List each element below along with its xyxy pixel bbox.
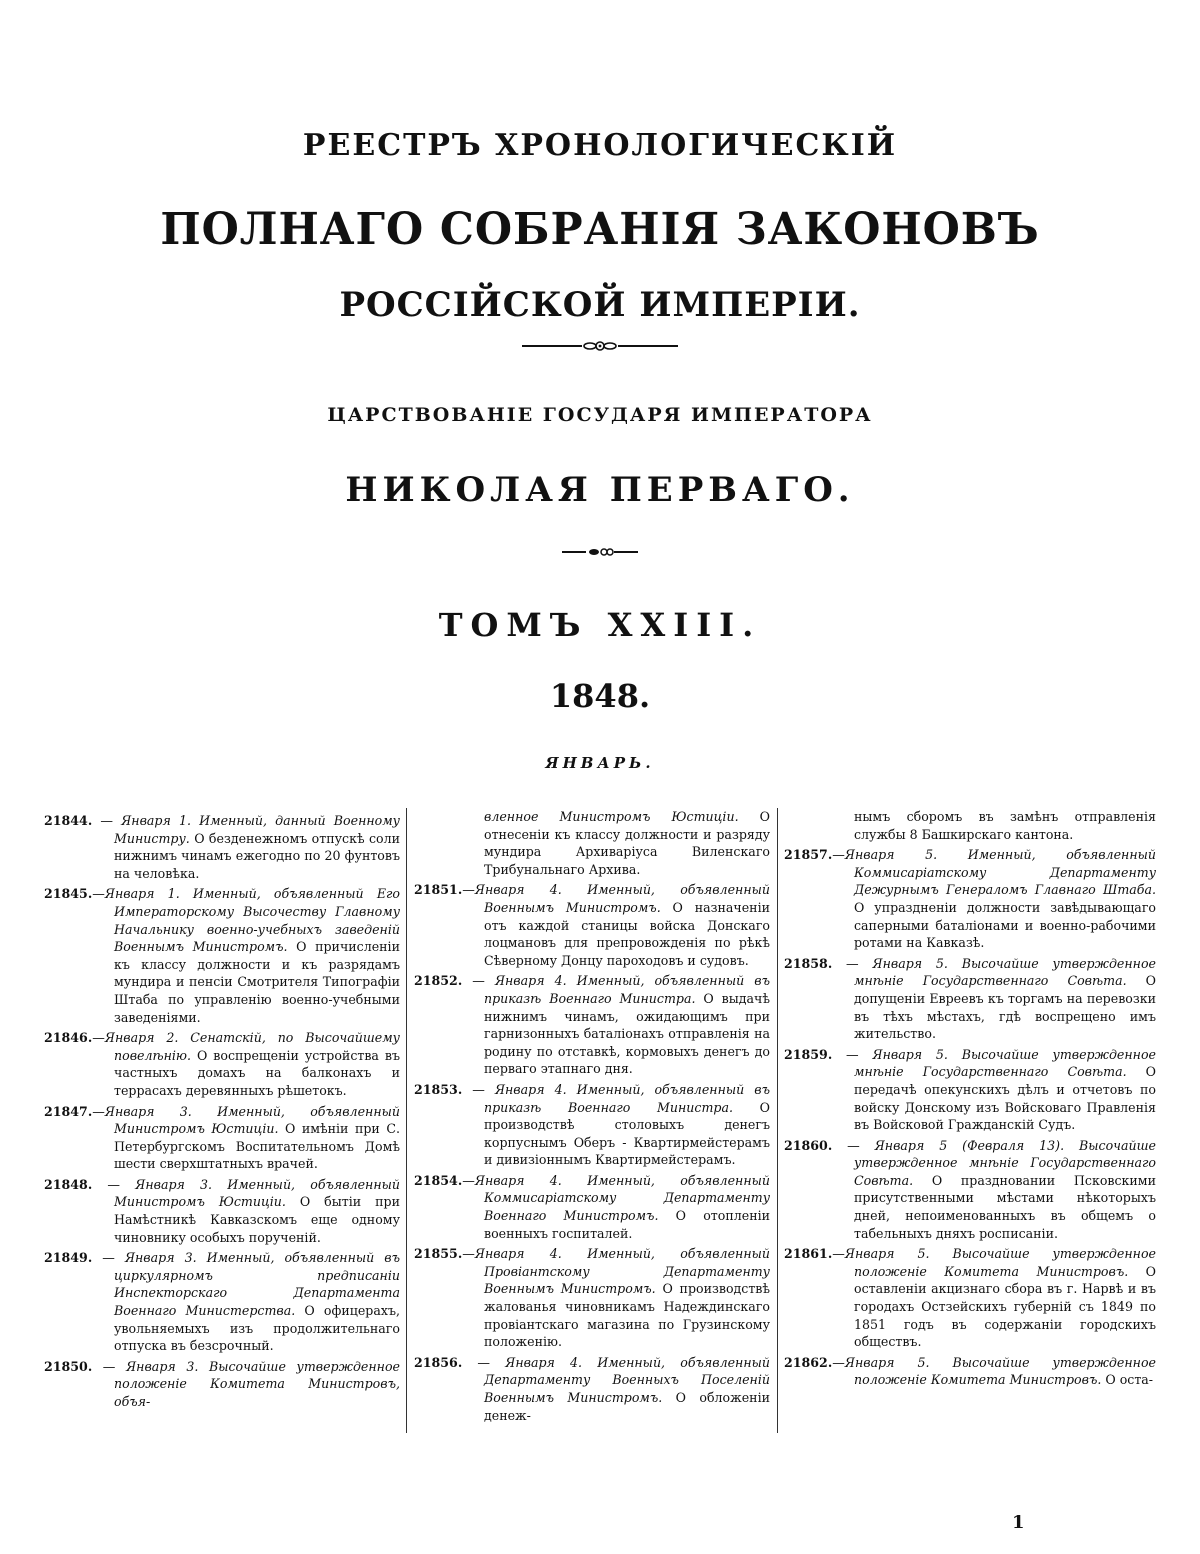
entry-heading: —Января 1. Именный, объявленный Его Императорскому Высочеству Главному Начальнику военно-учебныхъ заведеній Военнымъ Министромъ. xyxy=(92,886,400,955)
register-entry xyxy=(784,1046,1156,1134)
entry-heading: — Января 3. Высочайше утвержденное положеніе Комитета Министровъ, объя- xyxy=(92,1358,400,1409)
column-3 xyxy=(784,808,1156,1392)
entry-text: О бытіи при Намѣстникѣ Кавказскомъ еще одному чиновнику особыхъ порученій. xyxy=(114,1194,400,1245)
column-2 xyxy=(414,808,770,1427)
entry-text: О оставленіи акцизнаго сбора въ г. Нарвѣ и въ городахъ Остзейскихъ губерній съ 1849 по 1851 годъ въ содержаніи городскихъ обществъ. xyxy=(854,1263,1156,1350)
entry-text: О назначеніи отъ каждой станицы войска Донскаго лоцмановъ для препровожденія по рѣкѣ Сѣверному Донцу пароходовъ и судовъ. xyxy=(484,899,770,968)
entry-continuation xyxy=(784,808,1156,843)
entry-text: О праздновании Псковскими присутственными мѣстами нѣкоторыхъ дней, непоименованныхъ въ общемъ о табельныхъ дняхъ росписаніи. xyxy=(854,1172,1156,1241)
entry-heading: — Января 4. Именный, объявленный въ приказѣ Военнаго Министра. xyxy=(462,973,770,1006)
register-entry xyxy=(784,846,1156,952)
register-entry xyxy=(414,881,770,969)
entry-text: О офицерахъ, увольняемыхъ изъ продолжительнаго отпуска въ безсрочный. xyxy=(114,1303,400,1354)
entry-heading: —Января 4. Именный, объявленный Коммисаріатскому Департаменту Военнаго Министромъ. xyxy=(462,1172,770,1224)
entry-text: О упраздненіи должности завѣдывающаго саперными баталіонами и военно-рабочими ротами на Кавказѣ. xyxy=(854,899,1156,951)
register-entry xyxy=(784,1245,1156,1351)
entry-heading: —Января 2. Сенатскій, по Высочайшему повелѣнію. xyxy=(92,1030,400,1063)
entry-number: 21847. xyxy=(44,1103,93,1119)
register-entry xyxy=(784,1354,1156,1389)
entry-heading: — Января 3. Именный, объявленный въ циркулярномъ предписаніи Инспекторскаго Департамента Военнаго Министерства. xyxy=(92,1250,400,1319)
register-entry xyxy=(44,1249,400,1355)
ornament-divider xyxy=(0,340,1200,352)
register-entry xyxy=(44,1358,400,1411)
entry-heading: — Января 5. Высочайше утвержденное мнѣніе Государственнаго Совѣта. xyxy=(832,1046,1156,1080)
entry-heading: —Января 5. Высочайше утвержденное положеніе Комитета Министровъ. xyxy=(832,1354,1156,1388)
entry-heading: —Января 5. Именный, объявленный Коммисаріатскому Департаменту Дежурнымъ Генераломъ Главнаго Штаба. xyxy=(832,847,1156,898)
title-line-2: ПОЛНАГО СОБРАНІЯ ЗАКОНОВЪ xyxy=(160,204,1040,255)
ornament-divider-small xyxy=(0,547,1200,557)
entry-number: 21844. xyxy=(44,813,93,828)
title-line-1: РЕЕСТРЪ ХРОНОЛОГИЧЕСКІЙ xyxy=(302,128,898,163)
entry-heading: — Января 3. Именный, объявленный Министромъ Юстиціи. xyxy=(92,1176,400,1210)
entry-heading: — Января 4. Именный, объявленный Департаменту Военныхъ Поселеній Военнымъ Министромъ. xyxy=(462,1354,770,1405)
entry-heading: — Января 1. Именный, данный Военному Министру. xyxy=(92,813,400,846)
entry-text: О передачѣ опекунскихъ дѣлъ и отчетовъ по войску Донскому изъ Войсковаго Правленія въ Войсковой Гражданскій Судъ. xyxy=(854,1064,1156,1133)
entry-text: О выдачѣ нижнимъ чинамъ, ожидающимъ при гарнизонныхъ баталіонахъ отправленія на родину по отставкѣ, кормовыхъ денегъ до перваго этапнаго дня. xyxy=(484,990,770,1077)
entry-number: 21852. xyxy=(414,973,463,989)
entry-heading: — Января 5. Высочайше утвержденное мнѣніе Государственнаго Совѣта. xyxy=(832,955,1156,989)
entry-text: О причисленіи къ классу должности и къ разрядамъ мундира и пенсіи Смотрителя Типографіи Штаба по управленію военно-учебными заведеніями. xyxy=(114,939,400,1025)
entry-number: 21859. xyxy=(784,1046,833,1062)
entry-text: О воспрещеніи устройства въ частныхъ домахъ на балконахъ и террасахъ деревянныхъ рѣшетокъ. xyxy=(114,1047,400,1098)
entry-number: 21849. xyxy=(44,1250,93,1266)
entry-continuation-head: вленное Министромъ Юстиціи. xyxy=(484,809,739,824)
month-title: ЯНВАРЬ. xyxy=(545,754,655,772)
page-number: 1 xyxy=(1012,1512,1025,1533)
entry-text: О производствѣ жалованья чиновникамъ Надеждинскаго провіантскаго магазина по Грузинскому положенію. xyxy=(484,1281,770,1350)
entry-number: 21845. xyxy=(44,886,93,902)
register-entry xyxy=(44,1103,400,1173)
entry-number: 21854. xyxy=(414,1172,463,1188)
entry-number: 21857. xyxy=(784,847,833,863)
entry-text: О оста- xyxy=(1101,1372,1154,1388)
register-entry xyxy=(414,1172,770,1242)
entry-heading: —Января 3. Именный, объявленный Министромъ Юстиціи. xyxy=(92,1103,400,1137)
entry-number: 21858. xyxy=(784,955,833,971)
register-entry xyxy=(414,1354,770,1424)
entry-number: 21855. xyxy=(414,1246,463,1262)
entry-text: О обложеніи денеж- xyxy=(484,1390,770,1423)
entry-text: О допущеніи Евреевъ къ торгамъ на перевозки въ тѣхъ мѣстахъ, гдѣ воспрещено имъ жительство. xyxy=(854,973,1156,1042)
emperor-name: НИКОЛАЯ ПЕРВАГО. xyxy=(345,470,855,510)
register-entry xyxy=(414,1081,770,1169)
entry-continuation-body: О отнесеніи къ классу должности и разряду мундира Архиваріуса Виленскаго Трибунальнаго Архива. xyxy=(484,809,770,877)
entry-number: 21851. xyxy=(414,882,463,898)
register-entry xyxy=(44,812,400,882)
entry-number: 21862. xyxy=(784,1354,833,1370)
entry-number: 21856. xyxy=(414,1354,463,1370)
entry-number: 21846. xyxy=(44,1030,93,1046)
volume-title: ТОМЪ XXIII. xyxy=(438,606,762,644)
register-entry xyxy=(414,1245,770,1351)
entry-number: 21860. xyxy=(784,1137,833,1153)
register-entry xyxy=(44,885,400,1026)
column-rule xyxy=(777,808,778,1433)
register-entry xyxy=(44,1029,400,1099)
entry-number: 21853. xyxy=(414,1081,463,1097)
reign-line: ЦАРСТВОВАНІЕ ГОСУДАРЯ ИМПЕРАТОРА xyxy=(327,404,873,426)
register-entry xyxy=(414,972,770,1078)
entry-text: О производствѣ столовыхъ денегъ корпуснымъ Оберъ - Квартирмейстерамъ и дивизіоннымъ Квартирмейстерамъ. xyxy=(484,1099,770,1168)
register-entry xyxy=(784,1137,1156,1243)
entry-heading: —Января 4. Именный, объявленный Провіантскому Департаменту Военнымъ Министромъ. xyxy=(462,1246,770,1297)
entry-text: О безденежномъ отпускѣ соли нижнимъ чинамъ ежегодно по 20 фунтовъ на человѣка. xyxy=(114,830,400,881)
entry-heading: — Января 4. Именный, объявленный въ приказѣ Военнаго Министра. xyxy=(462,1081,770,1115)
register-entry xyxy=(44,1176,400,1246)
entry-number: 21861. xyxy=(784,1246,833,1262)
column-rule xyxy=(406,808,407,1433)
entry-text: О отопленіи военныхъ госпиталей. xyxy=(484,1208,771,1241)
register-entry xyxy=(784,955,1156,1043)
entry-number: 21848. xyxy=(44,1176,93,1192)
register-columns xyxy=(44,808,1156,1508)
entry-heading: —Января 4. Именный, объявленный Военнымъ Министромъ. xyxy=(462,882,770,915)
entry-continuation xyxy=(414,808,770,878)
title-line-3: РОССІЙСКОЙ ИМПЕРІИ. xyxy=(339,285,861,325)
column-1 xyxy=(44,808,400,1414)
entry-continuation-body: нымъ сборомъ въ замѣнъ отправленія службы 8 Башкирскаго кантона. xyxy=(854,809,1156,842)
entry-heading: —Января 5. Высочайше утвержденное положеніе Комитета Министровъ. xyxy=(832,1246,1156,1279)
entry-text: О имѣніи при С. Петербургскомъ Воспитательномъ Домѣ шести сверхштатныхъ врачей. xyxy=(114,1121,400,1172)
entry-number: 21850. xyxy=(44,1358,93,1374)
year-title: 1848. xyxy=(549,677,651,715)
entry-heading: — Января 5 (Февраля 13). Высочайше утвержденное мнѣніе Государственнаго Совѣта. xyxy=(832,1137,1156,1188)
